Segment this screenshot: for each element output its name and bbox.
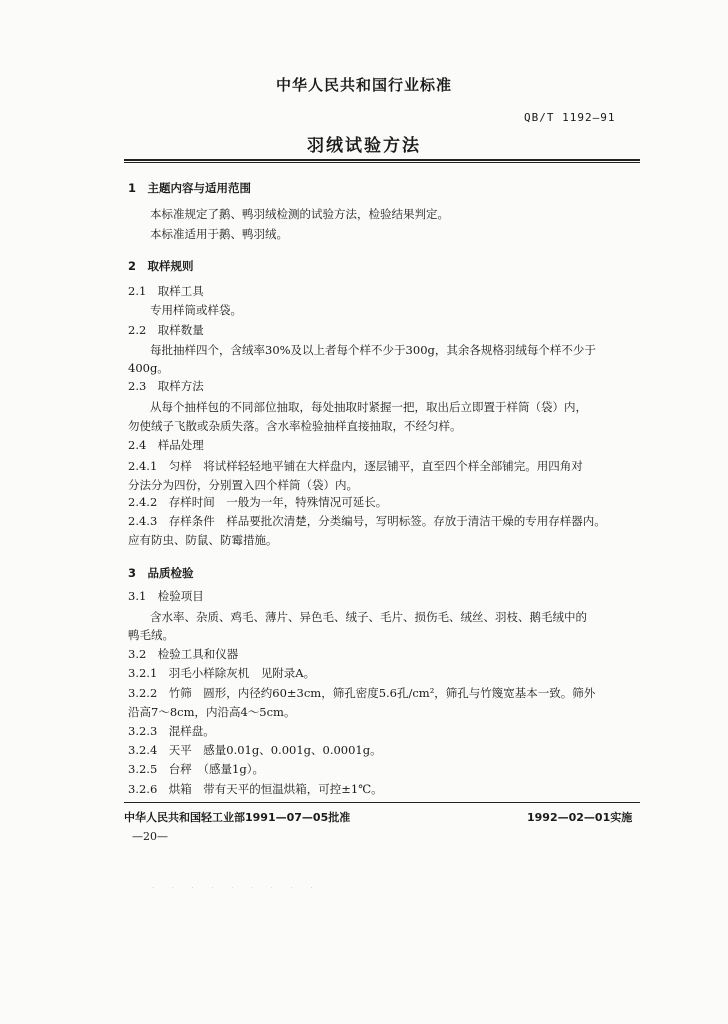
body-line: 3.2 检验工具和仪器 [128, 647, 239, 661]
body-line: 2.4.2 存样时间 一般为一年，特殊情况可延长。 [128, 495, 388, 509]
body-line: 专用样筒或样袋。 [150, 303, 242, 317]
body-line: 勿使绒子飞散或杂质失落。含水率检验抽样直接抽取，不经匀样。 [128, 419, 462, 433]
body-line: 含水率、杂质、鸡毛、薄片、异色毛、绒子、毛片、损伤毛、绒丝、羽枝、鹅毛绒中的 [150, 610, 587, 624]
body-line: 3.2.3 混样盘。 [128, 724, 215, 738]
body-line: 2.2 取样数量 [128, 323, 204, 337]
section-heading: 2 取样规则 [128, 259, 194, 273]
section-heading: 1 主题内容与适用范围 [128, 181, 252, 195]
body-line: 本标准规定了鹅、鸭羽绒检测的试验方法，检验结果判定。 [150, 207, 449, 221]
issuing-organization: 中华人民共和国行业标准 [275, 76, 452, 94]
body-line: 2.4.3 存样条件 样品要批次清楚，分类编号，写明标签。存放于清洁干燥的专用存样器内。 [128, 514, 606, 528]
header-rule-thin [124, 162, 640, 163]
body-line: 3.2.2 竹筛 圆形，内径约60±3cm，筛孔密度5.6孔/cm²，筛孔与竹篾宽基本一致。筛外 [128, 686, 596, 700]
body-line: 400g。 [128, 361, 169, 375]
body-line: 应有防虫、防鼠、防霉措施。 [128, 533, 278, 547]
header-rule-thick [124, 159, 640, 161]
scan-speckle: · · · · · · · · · [152, 885, 321, 892]
section-heading: 3 品质检验 [128, 566, 194, 580]
body-line: 本标准适用于鹅、鸭羽绒。 [150, 227, 288, 241]
body-line: 从每个抽样包的不同部位抽取，每处抽取时紧握一把，取出后立即置于样筒（袋）内， [150, 400, 587, 414]
effective-date: 1992—02—01实施 [527, 811, 633, 824]
body-line: 3.1 检验项目 [128, 589, 204, 603]
document-title: 羽绒试验方法 [307, 136, 421, 156]
page-number: —20— [132, 830, 168, 843]
body-line: 鸭毛绒。 [128, 628, 174, 642]
approval-note: 中华人民共和国轻工业部1991—07—05批准 [124, 811, 351, 824]
standard-code: QB/T 1192—91 [524, 111, 616, 124]
body-line: 3.2.5 台秤 （感量1g）。 [128, 762, 264, 776]
body-line: 2.4 样品处理 [128, 438, 204, 452]
body-line: 3.2.4 天平 感量0.01g、0.001g、0.0001g。 [128, 743, 382, 757]
body-line: 2.4.1 匀样 将试样轻轻地平铺在大样盘内，逐层铺平，直至四个样全部铺完。用四角对 [128, 459, 583, 473]
body-line: 分法分为四份，分别置入四个样筒（袋）内。 [128, 478, 358, 492]
body-line: 3.2.6 烘箱 带有天平的恒温烘箱，可控±1℃。 [128, 782, 383, 796]
body-line: 每批抽样四个，含绒率30%及以上者每个样不少于300g，其余各规格羽绒每个样不少于 [150, 343, 596, 357]
body-line: 3.2.1 羽毛小样除灰机 见附录A。 [128, 666, 316, 680]
body-line: 沿高7～8cm，内沿高4～5cm。 [128, 705, 296, 719]
body-line: 2.1 取样工具 [128, 284, 204, 298]
footer-rule [124, 802, 640, 803]
body-line: 2.3 取样方法 [128, 379, 204, 393]
